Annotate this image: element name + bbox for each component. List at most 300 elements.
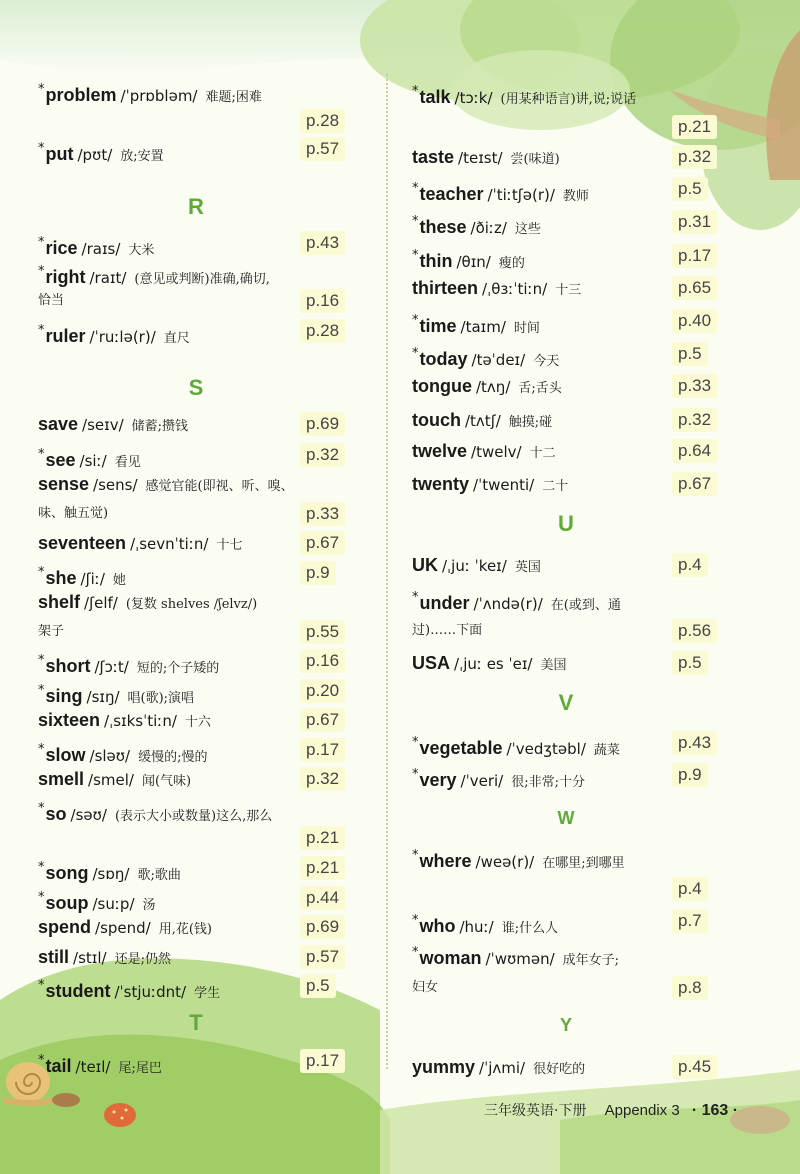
page-reference: p.5 (300, 974, 336, 998)
vocab-entry-problem (0, 75, 380, 105)
entry-continuation (392, 973, 800, 1003)
entry-text (38, 764, 191, 797)
star-marker: * (412, 248, 419, 263)
page-reference: p.67 (300, 708, 345, 732)
entry-text (412, 469, 568, 502)
entry-phonetic: /teɪl/ (75, 1058, 111, 1076)
entry-meaning: 成年女子; (562, 953, 620, 968)
vocab-entry-time (392, 306, 800, 336)
entry-phonetic: /teɪst/ (458, 149, 503, 167)
entry-meaning: 触摸;碰 (508, 415, 553, 430)
entry-word: sixteen (38, 710, 101, 730)
entry-word: slow (45, 745, 86, 765)
entry-meaning: 在哪里;到哪里 (542, 856, 625, 871)
entry-word: save (38, 414, 79, 434)
entry-meaning: 十六 (184, 715, 211, 730)
entry-text (38, 409, 188, 442)
entry-phonetic: /taɪm/ (460, 318, 506, 336)
page-reference: p.31 (672, 210, 717, 234)
vocab-entry-right (0, 257, 380, 287)
entry-text (38, 1046, 162, 1084)
page-reference: p.4 (672, 553, 708, 577)
entry-text (412, 405, 552, 438)
star-marker: * (38, 683, 45, 698)
entry-phonetic: /ˈprɒbləm/ (120, 87, 198, 105)
vocab-entry-tail (0, 1046, 380, 1076)
section-letter: R (188, 194, 204, 219)
section-letter: W (557, 808, 575, 828)
star-marker: * (412, 214, 419, 229)
vocab-entry-twelve (392, 436, 800, 466)
entry-word: ruler (45, 326, 86, 346)
entry-phonetic: /tʌtʃ/ (465, 412, 501, 430)
entry-phonetic: /ˌsɪksˈtiːn/ (104, 712, 177, 730)
entry-phonetic: /tɔːk/ (454, 89, 493, 107)
entry-phonetic: /ˌjuː es ˈeɪ/ (454, 655, 533, 673)
vocab-entry-teacher (392, 174, 800, 204)
page-reference: p.32 (672, 408, 717, 432)
entry-word: thirteen (412, 278, 479, 298)
star-marker: * (412, 913, 419, 928)
beetle-illustration (52, 1093, 80, 1107)
page-reference: p.57 (300, 945, 345, 969)
star-marker: * (38, 801, 45, 816)
star-marker: * (412, 590, 419, 605)
page-reference: p.9 (300, 561, 336, 585)
entry-text (412, 371, 562, 404)
entry-phonetic: /sɒŋ/ (92, 865, 130, 883)
entry-meaning: 放;安置 (120, 149, 164, 164)
page-reference: p.45 (672, 1055, 717, 1079)
appendix-label: Appendix 3 (604, 1102, 680, 1119)
entry-meaning-continued: 过)……下面 (412, 623, 483, 638)
entry-phonetic: /ðiːz/ (470, 219, 507, 237)
entry-phonetic: /ˈjʌmi/ (479, 1059, 526, 1077)
entry-meaning: (意见或判断)准确,确切, (134, 272, 270, 287)
section-heading-w (392, 803, 740, 833)
page-reference: p.5 (672, 177, 708, 201)
section-letter: S (188, 375, 204, 400)
entry-word: she (45, 568, 77, 588)
page-reference: p.44 (300, 886, 345, 910)
page-reference: p.9 (672, 763, 708, 787)
page-reference: p.55 (300, 620, 345, 644)
entry-word: student (45, 981, 111, 1001)
entry-meaning-continued: 恰当 (38, 293, 65, 308)
page-reference-row (0, 823, 380, 853)
entry-phonetic: /ˈstjuːdnt/ (114, 983, 187, 1001)
entry-meaning: 汤 (142, 898, 156, 913)
page-reference: p.28 (300, 319, 345, 343)
entry-text (412, 1052, 585, 1085)
star-marker: * (38, 860, 45, 875)
strawberry-illustration (104, 1103, 136, 1127)
entry-meaning-continued: 妇女 (412, 980, 439, 995)
entry-word: right (45, 267, 86, 287)
entry-phonetic: /siː/ (79, 452, 107, 470)
entry-meaning: 缓慢的;慢的 (138, 750, 208, 765)
entry-word: vegetable (419, 738, 503, 758)
entry-phonetic: /θɪn/ (456, 253, 491, 271)
page-reference-row (392, 874, 800, 904)
vocab-entry-so (0, 794, 380, 824)
entry-word: touch (412, 410, 461, 430)
vocab-entry-today (392, 339, 800, 369)
vocab-entry-sense (0, 469, 380, 499)
entry-phonetic: /raɪs/ (81, 240, 121, 258)
entry-continuation (0, 617, 380, 647)
page-reference: p.67 (672, 472, 717, 496)
entry-word: seventeen (38, 533, 127, 553)
section-heading-t (0, 1008, 392, 1038)
entry-text (38, 528, 242, 561)
entry-phonetic: /ʃiː/ (80, 570, 105, 588)
entry-word: see (45, 450, 76, 470)
entry-text (412, 142, 560, 175)
entry-word: USA (412, 653, 451, 673)
entry-text (412, 273, 581, 306)
entry-text (38, 469, 294, 502)
entry-phonetic: /ˈvedʒtəbl/ (506, 740, 586, 758)
entry-word: today (419, 349, 468, 369)
entry-phonetic: /spend/ (95, 919, 151, 937)
star-marker: * (38, 447, 45, 462)
star-marker: * (38, 890, 45, 905)
entry-word: song (45, 863, 89, 883)
entry-text (412, 550, 541, 583)
entry-word: talk (419, 87, 451, 107)
vocab-entry-twenty (392, 469, 800, 499)
star-marker: * (38, 565, 45, 580)
entry-word: put (45, 144, 74, 164)
entry-word: under (419, 593, 470, 613)
entry-meaning: 她 (112, 573, 126, 588)
entry-meaning: 学生 (194, 986, 221, 1001)
entry-text (38, 134, 164, 172)
star-marker: * (412, 84, 419, 99)
page-reference: p.32 (672, 145, 717, 169)
column-divider (386, 74, 388, 1069)
page-reference: p.17 (300, 738, 345, 762)
entry-meaning: 歌;歌曲 (137, 868, 181, 883)
entry-meaning: 很好吃的 (533, 1062, 586, 1077)
vocab-entry-student (0, 971, 380, 1001)
page-reference: p.16 (300, 289, 345, 313)
vocab-entry-these (392, 207, 800, 237)
page-reference: p.57 (300, 137, 345, 161)
vocab-entry-ruler (0, 316, 380, 346)
entry-word: short (45, 656, 91, 676)
vocab-entry-see (0, 440, 380, 470)
section-letter: Y (559, 1015, 572, 1035)
entry-meaning: 储蓄;攒钱 (131, 419, 189, 434)
entry-word: rice (45, 238, 78, 258)
page-reference-row (392, 112, 800, 142)
star-marker: * (38, 742, 45, 757)
entry-meaning: 尝(味道) (510, 152, 560, 167)
page-reference: p.8 (672, 976, 708, 1000)
entry-word: spend (38, 917, 92, 937)
entry-word: time (419, 316, 457, 336)
entry-phonetic: /ˈtwenti/ (473, 476, 535, 494)
stump-illustration (730, 1106, 790, 1134)
entry-phonetic: /smel/ (88, 771, 134, 789)
page-reference: p.4 (672, 877, 708, 901)
entry-phonetic: /ˈveri/ (460, 772, 504, 790)
entry-meaning: 英国 (514, 560, 541, 575)
entry-phonetic: /səʊ/ (70, 806, 107, 824)
vocab-entry-taste (392, 142, 800, 172)
entry-phonetic: /huː/ (459, 918, 494, 936)
page-reference: p.21 (672, 115, 717, 139)
star-marker: * (412, 945, 419, 960)
entry-meaning: 唱(歌);演唱 (127, 691, 195, 706)
vocab-entry-soup (0, 883, 380, 913)
entry-phonetic: /raɪt/ (89, 269, 127, 287)
vocab-entry-put (0, 134, 380, 164)
entry-phonetic: /twelv/ (471, 443, 522, 461)
entry-phonetic: /təˈdeɪ/ (471, 351, 526, 369)
entry-meaning: 舌;舌头 (518, 381, 562, 396)
book-title: 三年级英语·下册 (484, 1103, 587, 1119)
page-number: · 163 · (691, 1102, 739, 1119)
vocab-entry-seventeen (0, 528, 380, 558)
entry-word: UK (412, 555, 438, 575)
star-marker: * (38, 141, 45, 156)
entry-text (412, 760, 585, 798)
entry-meaning: 用,花(钱) (158, 922, 212, 937)
entry-meaning-continued: 架子 (38, 624, 65, 639)
page-reference: p.20 (300, 679, 345, 703)
entry-meaning-continued: 味、触五觉) (38, 506, 109, 521)
star-marker: * (38, 235, 45, 250)
page-reference: p.33 (300, 502, 345, 526)
page-reference: p.32 (300, 443, 345, 467)
entry-meaning: 美国 (540, 658, 567, 673)
page-reference: p.17 (300, 1049, 345, 1073)
entry-phonetic: /ˌθɜːˈtiːn/ (482, 280, 548, 298)
entry-meaning: 这些 (514, 222, 541, 237)
vocab-entry-tongue (392, 371, 800, 401)
entry-word: these (419, 217, 467, 237)
vocab-entry-who (392, 906, 800, 936)
entry-word: tail (45, 1056, 72, 1076)
entry-meaning: 感觉官能(即视、听、嗅、 (145, 479, 294, 494)
entry-word: twelve (412, 441, 468, 461)
entry-phonetic: /ˈʌndə(r)/ (473, 595, 543, 613)
page-reference: p.21 (300, 826, 345, 850)
entry-phonetic: /seɪv/ (82, 416, 124, 434)
entry-meaning: 还是;仍然 (114, 952, 171, 967)
page-footer (484, 1100, 738, 1120)
entry-phonetic: /ˌsevnˈtiːn/ (130, 535, 209, 553)
entry-word: smell (38, 769, 85, 789)
star-marker: * (38, 1053, 45, 1068)
entry-meaning: 瘦的 (498, 256, 525, 271)
entry-word: soup (45, 893, 89, 913)
vocab-entry-talk (392, 77, 800, 107)
page-reference: p.69 (300, 915, 345, 939)
entry-phonetic: /sləʊ/ (89, 747, 131, 765)
entry-text (38, 971, 220, 1009)
section-letter: T (189, 1010, 203, 1035)
vocab-entry-thirteen (392, 273, 800, 303)
vocab-entry-smell (0, 764, 380, 794)
vocab-entry-spend (0, 912, 380, 942)
section-heading-y (392, 1010, 740, 1040)
star-marker: * (412, 735, 419, 750)
vocab-entry-rice (0, 228, 380, 258)
vocab-entry-shelf (0, 587, 380, 617)
entry-text (412, 648, 567, 681)
entry-text (38, 705, 211, 738)
vocab-entry-uk (392, 550, 800, 580)
entry-meaning: 直尺 (163, 331, 190, 346)
entry-text (412, 207, 541, 245)
section-letter: V (558, 690, 574, 715)
entry-phonetic: /ʃɔːt/ (94, 658, 129, 676)
entry-word: problem (45, 85, 117, 105)
entry-text (412, 938, 619, 976)
section-heading-r (0, 192, 392, 222)
page-reference: p.33 (672, 374, 717, 398)
vocab-entry-touch (392, 405, 800, 435)
vocab-entry-song (0, 853, 380, 883)
entry-phonetic: /ˈruːlə(r)/ (89, 328, 156, 346)
entry-meaning: 尾;尾巴 (118, 1061, 162, 1076)
entry-meaning: (用某种语言)讲,说;说话 (500, 92, 637, 107)
entry-word: yummy (412, 1057, 476, 1077)
entry-phonetic: /tʌŋ/ (476, 378, 511, 396)
star-marker: * (412, 346, 419, 361)
vocab-entry-save (0, 409, 380, 439)
vocab-entry-short (0, 646, 380, 676)
entry-word: teacher (419, 184, 484, 204)
entry-word: so (45, 804, 67, 824)
entry-word: twenty (412, 474, 470, 494)
entry-meaning: 十七 (216, 538, 243, 553)
entry-meaning: 蔬菜 (593, 743, 620, 758)
vocab-entry-woman (392, 938, 800, 968)
star-marker: * (38, 264, 45, 279)
entry-word: who (419, 916, 456, 936)
page-reference: p.64 (672, 439, 717, 463)
entry-word: sense (38, 474, 90, 494)
entry-continuation (0, 499, 380, 529)
vocab-entry-yummy (392, 1052, 800, 1082)
entry-text (38, 912, 212, 945)
star-marker: * (412, 181, 419, 196)
page-reference: p.43 (300, 231, 345, 255)
vocab-entry-usa (392, 648, 800, 678)
section-heading-u (392, 509, 740, 539)
entry-meaning: 时间 (513, 321, 540, 336)
entry-text (412, 77, 636, 115)
entry-phonetic: /ˌjuː ˈkeɪ/ (442, 557, 507, 575)
entry-meaning: 十三 (555, 283, 582, 298)
entry-phonetic: /ˈwʊmən/ (485, 950, 555, 968)
page-reference: p.69 (300, 412, 345, 436)
section-letter: U (558, 511, 574, 536)
star-marker: * (38, 978, 45, 993)
entry-meaning: 很;非常;十分 (511, 775, 585, 790)
entry-meaning: 今天 (533, 354, 560, 369)
entry-word: shelf (38, 592, 81, 612)
vocab-entry-very (392, 760, 800, 790)
page-reference: p.40 (672, 309, 717, 333)
entry-meaning: 十二 (529, 446, 556, 461)
entry-meaning: 大米 (128, 243, 155, 258)
entry-meaning: 在(或到、通 (550, 598, 621, 613)
page-reference: p.43 (672, 731, 717, 755)
entry-phonetic: /weə(r)/ (475, 853, 535, 871)
page-reference: p.28 (300, 109, 345, 133)
entry-meaning: 难题;困难 (205, 90, 262, 105)
entry-word: still (38, 947, 70, 967)
star-marker: * (38, 82, 45, 97)
star-marker: * (412, 313, 419, 328)
entry-meaning: 闻(气味) (141, 774, 192, 789)
entry-text (38, 316, 190, 354)
page-reference: p.5 (672, 651, 708, 675)
page-reference: p.5 (672, 342, 708, 366)
page-reference: p.16 (300, 649, 345, 673)
entry-phonetic: /sens/ (93, 476, 138, 494)
entry-meaning: 二十 (542, 479, 569, 494)
entry-word: thin (419, 251, 453, 271)
entry-phonetic: /stɪl/ (73, 949, 107, 967)
page-reference: p.67 (300, 531, 345, 555)
entry-meaning: 谁;什么人 (501, 921, 559, 936)
entry-word: very (419, 770, 457, 790)
page-reference: p.21 (300, 856, 345, 880)
vocab-entry-slow (0, 735, 380, 765)
entry-continuation (0, 286, 380, 316)
entry-text (38, 587, 257, 620)
entry-word: taste (412, 147, 455, 167)
entry-phonetic: /sɪŋ/ (86, 688, 120, 706)
star-marker: * (412, 848, 419, 863)
vocab-entry-under (392, 583, 800, 613)
vocab-entry-sing (0, 676, 380, 706)
entry-meaning: 看见 (114, 455, 141, 470)
entry-meaning: 教师 (562, 189, 589, 204)
vocab-entry-vegetable (392, 728, 800, 758)
page-reference: p.56 (672, 619, 717, 643)
entry-word: where (419, 851, 472, 871)
star-marker: * (38, 653, 45, 668)
entry-meaning: (复数 shelves /ʃelvz/) (125, 597, 258, 612)
entry-word: tongue (412, 376, 472, 396)
star-marker: * (38, 323, 45, 338)
vocab-entry-where (392, 841, 800, 871)
page-reference: p.17 (672, 244, 717, 268)
entry-meaning: 短的;个子矮的 (136, 661, 220, 676)
entry-word: woman (419, 948, 482, 968)
page-reference: p.7 (672, 909, 708, 933)
page-reference: p.65 (672, 276, 717, 300)
page-reference-row (0, 106, 380, 136)
vocab-entry-she (0, 558, 380, 588)
section-heading-v (392, 688, 740, 718)
entry-meaning: (表示大小或数量)这么,那么 (114, 809, 273, 824)
entry-phonetic: /ʃelf/ (84, 594, 118, 612)
entry-phonetic: /ˈtiːtʃə(r)/ (487, 186, 555, 204)
entry-continuation (392, 616, 800, 646)
entry-word: sing (45, 686, 83, 706)
section-heading-s (0, 373, 392, 403)
entry-phonetic: /pʊt/ (77, 146, 113, 164)
